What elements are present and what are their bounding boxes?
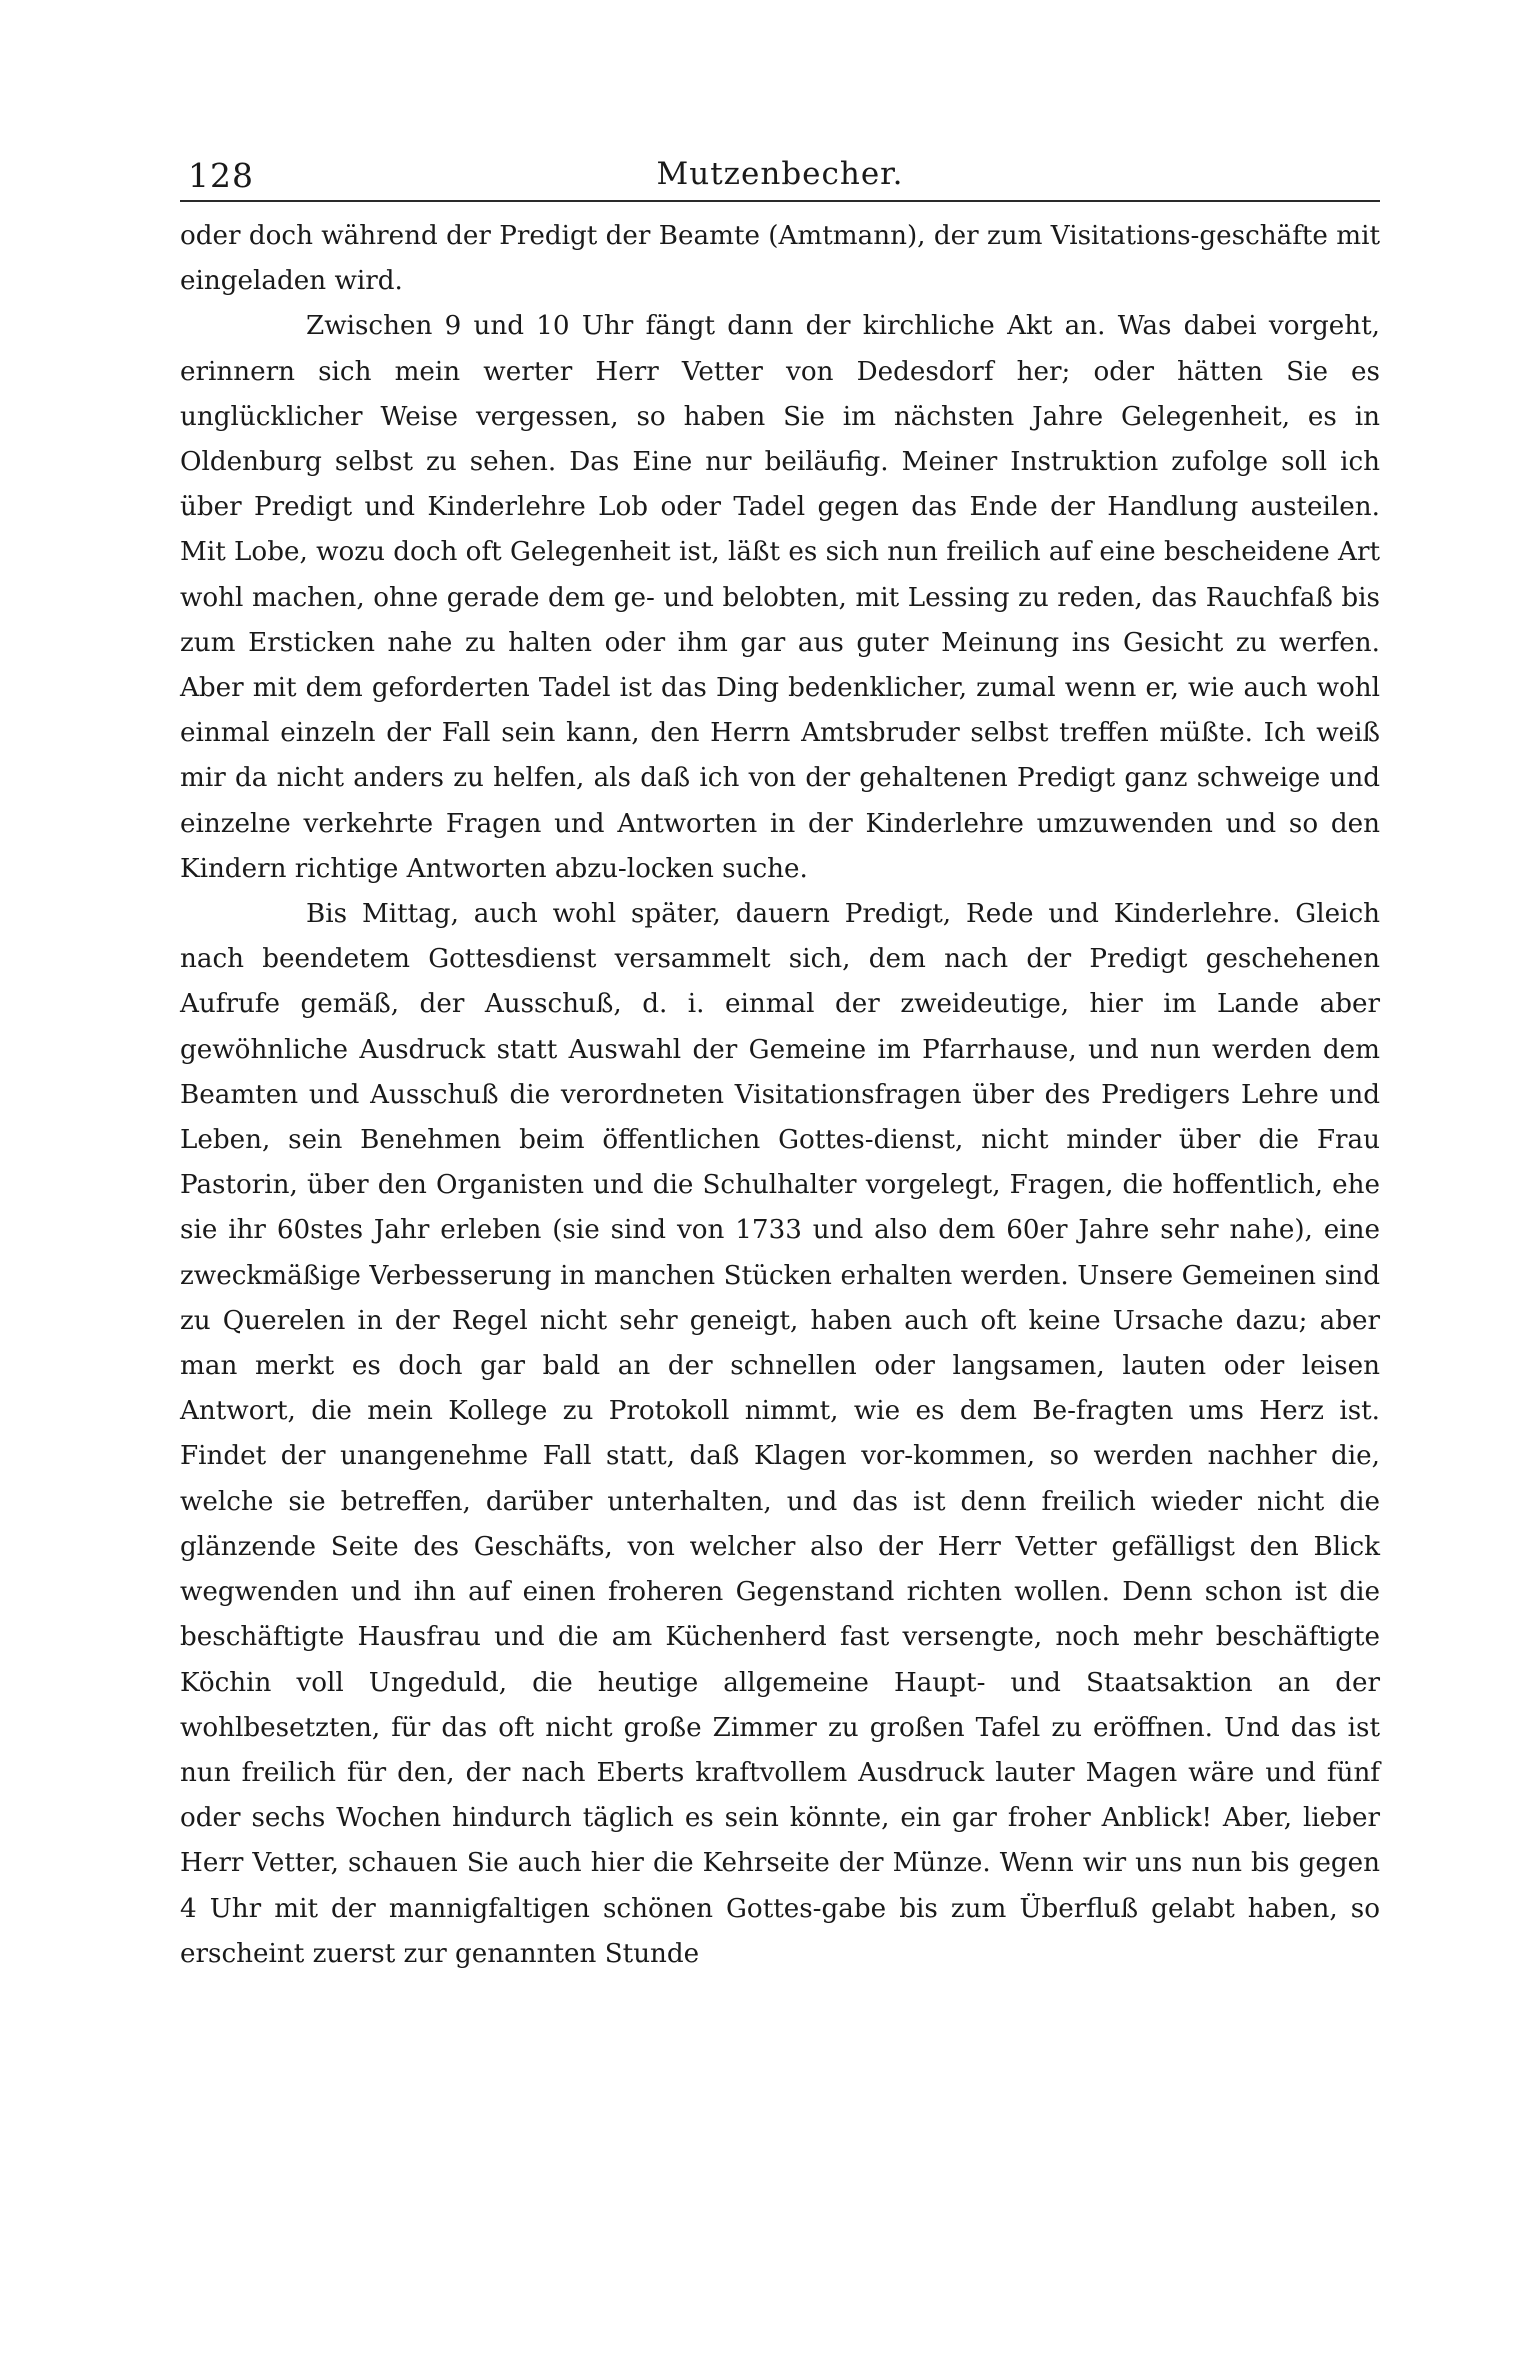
running-title: Mutzenbecher. [656, 156, 904, 192]
paragraph-afternoon: Bis Mittag, auch wohl später, dauern Predigt, Rede und Kinderlehre. Gleich nach beendetem Gottesdienst versammelt sich, dem nach der Predigt geschehenen Aufrufe gemäß, der Ausschuß, d. i. einmal der zweideutige, hier im Lande aber gewöhnliche Ausdruck statt Auswahl der Gemeine im Pfarrhause, und nun werden dem Beamten und Ausschuß die verordneten Visitationsfragen über des Predigers Lehre und Leben, sein Benehmen beim öffentlichen Gottes-dienst, nicht minder über die Frau Pastorin, über den Organisten und die Schulhalter vorgelegt, Fragen, die hoffentlich, ehe sie ihr 60stes Jahr erleben (sie sind von 1733 und also dem 60er Jahre sehr nahe), eine zweckmäßige Verbesserung in manchen Stücken erhalten werden. Unsere Gemeinen sind zu Querelen in der Regel nicht sehr geneigt, haben auch oft keine Ursache dazu; aber man merkt es doch gar bald an der schnellen oder langsamen, lauten oder leisen Antwort, die mein Kollege zu Protokoll nimmt, wie es dem Be-fragten ums Herz ist. Findet der unangenehme Fall statt, daß Klagen vor-kommen, so werden nachher die, welche sie betreffen, darüber unterhalten, und das ist denn freilich wieder nicht die glänzende Seite des Geschäfts, von welcher also der Herr Vetter gefälligst den Blick wegwenden und ihn auf einen froheren Gegenstand richten wollen. Denn schon ist die beschäftigte Hausfrau und die am Küchenherd fast versengte, noch mehr beschäftigte Köchin voll Ungeduld, die heutige allgemeine Haupt- und Staatsaktion an der wohlbesetzten, für das oft nicht große Zimmer zu großen Tafel zu eröffnen. Und das ist nun freilich für den, der nach Eberts kraftvollem Ausdruck lauter Magen wäre und fünf oder sechs Wochen hindurch täglich es sein könnte, ein gar froher Anblick! Aber, lieber Herr Vetter, schauen Sie auch hier die Kehrseite der Münze. Wenn wir uns nun bis gegen 4 Uhr mit der mannigfaltigen schönen Gottes-gabe bis zum Überfluß gelabt haben, so erscheint zuerst zur genannten Stunde [180, 899, 1380, 1969]
paragraph-continuation: oder doch während der Predigt der Beamte (Amtmann), der zum Visitations-geschäfte mit eingeladen wird. [180, 221, 1380, 297]
page-number: 128 [188, 156, 254, 195]
body-text [180, 214, 1380, 1977]
paragraph-church-act: Zwischen 9 und 10 Uhr fängt dann der kirchliche Akt an. Was dabei vorgeht, erinnern sich mein werter Herr Vetter von Dedesdorf her; oder hätten Sie es unglücklicher Weise vergessen, so haben Sie im nächsten Jahre Gelegenheit, es in Oldenburg selbst zu sehen. Das Eine nur beiläufig. Meiner Instruktion zufolge soll ich über Predigt und Kinderlehre Lob oder Tadel gegen das Ende der Handlung austeilen. Mit Lobe, wozu doch oft Gelegenheit ist, läßt es sich nun freilich auf eine bescheidene Art wohl machen, ohne gerade dem ge- und belobten, mit Lessing zu reden, das Rauchfaß bis zum Ersticken nahe zu halten oder ihm gar aus guter Meinung ins Gesicht zu werfen. Aber mit dem geforderten Tadel ist das Ding bedenklicher, zumal wenn er, wie auch wohl einmal einzeln der Fall sein kann, den Herrn Amtsbruder selbst treffen müßte. Ich weiß mir da nicht anders zu helfen, als daß ich von der gehaltenen Predigt ganz schweige und einzelne verkehrte Fragen und Antworten in der Kinderlehre umzuwenden und so den Kindern richtige Antworten abzu-locken suche. [180, 311, 1380, 884]
running-head [180, 150, 1380, 202]
book-page [180, 150, 1380, 1977]
